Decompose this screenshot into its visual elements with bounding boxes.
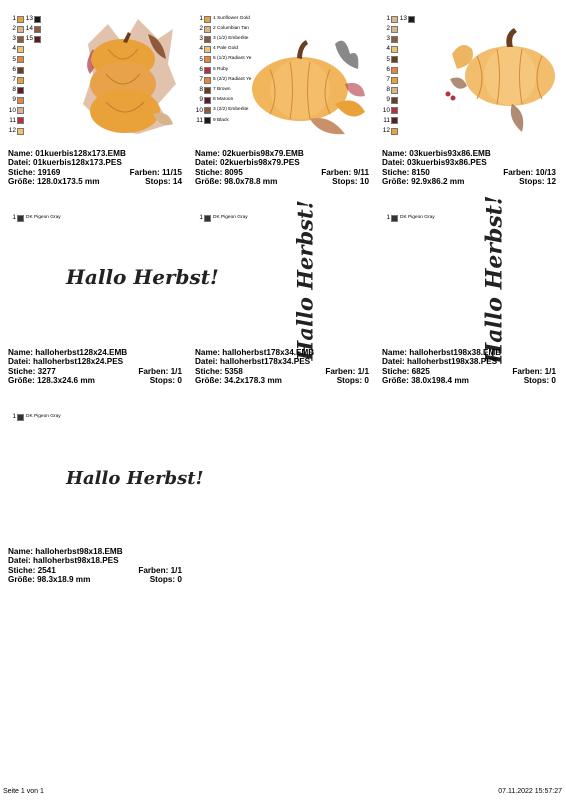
thread-label: DK Pigeon Gray — [26, 413, 61, 419]
color-count: Farben: 1/1 — [138, 565, 182, 575]
design-info — [195, 348, 369, 386]
page-number: Seite 1 von 1 — [3, 788, 44, 795]
thread-label: DK Pigeon Gray — [400, 214, 435, 220]
design-card-3 — [382, 14, 560, 189]
stop-count: Stops: 0 — [149, 376, 182, 386]
color-palette: 1 DK Pigeon Gray — [12, 213, 61, 221]
design-name: Name: 02kuerbis98x79.EMB — [195, 149, 304, 158]
thread-label: 1 Sunflower Gold — [213, 15, 250, 21]
thread-label: DK Pigeon Gray — [26, 214, 61, 220]
thread-label: 6 Ruby — [213, 66, 229, 72]
color-palette: 1 DK Pigeon Gray — [386, 213, 435, 221]
thread-label: 7 Brown — [213, 87, 231, 92]
design-size: Größe: 128.3x24.6 mm — [8, 376, 95, 386]
design-info — [8, 149, 182, 187]
design-file: Datei: 03kuerbis93x86.PES — [382, 158, 487, 168]
stop-count: Stops: 12 — [519, 177, 556, 187]
stitch-count: Stiche: 2541 — [8, 565, 56, 575]
stitch-count: Stiche: 8095 — [195, 167, 243, 177]
design-file: Datei: halloherbst128x24.PES — [8, 357, 124, 367]
thread-label: 2 Columbian Tan — [213, 25, 249, 31]
design-name: Name: halloherbst198x38.EMB — [382, 348, 502, 357]
script-text-vertical-image: Hallo Herbst! — [292, 200, 318, 361]
design-card-5 — [195, 200, 373, 388]
color-count: Farben: 10/13 — [503, 167, 556, 177]
thread-label: 5 (2/2) Radiant Ye — [213, 76, 252, 82]
design-info — [382, 149, 556, 187]
stitch-count: Stiche: 6825 — [382, 366, 430, 376]
thread-label: DK Pigeon Gray — [213, 214, 248, 220]
stop-count: Stops: 10 — [332, 177, 369, 187]
stitch-count: Stiche: 19169 — [8, 167, 61, 177]
design-card-7 — [8, 412, 204, 587]
stop-count: Stops: 0 — [149, 575, 182, 585]
design-size: Größe: 34.2x178.3 mm — [195, 376, 282, 386]
design-info — [8, 547, 182, 585]
design-size: Größe: 98.3x18.9 mm — [8, 575, 91, 585]
design-file: Datei: halloherbst178x34.PES — [195, 357, 311, 367]
stop-count: Stops: 0 — [523, 376, 556, 386]
thread-label: 3 (1/2) Emberlite — [213, 36, 249, 42]
pumpkin-branch-image — [442, 24, 557, 139]
color-palette: 1 DK Pigeon Gray — [199, 213, 248, 221]
stop-count: Stops: 14 — [145, 177, 182, 187]
design-size: Größe: 92.9x86.2 mm — [382, 177, 465, 187]
thread-label: 8 Maroon — [213, 97, 234, 103]
thread-label: 4 Pale Gold — [213, 46, 239, 52]
color-count: Farben: 9/11 — [321, 167, 369, 177]
thread-label: 3 (2/2) Emberlite — [213, 107, 249, 113]
design-size: Größe: 38.0x198.4 mm — [382, 376, 469, 386]
design-file: Datei: halloherbst198x38.PES — [382, 357, 498, 367]
color-palette: 1 13 2 3 4 5 6 7 8 9 10 11 12 — [382, 14, 415, 136]
design-card-2 — [195, 14, 373, 189]
script-text-vertical-image: Hallo Herbst! — [481, 195, 508, 364]
pumpkin-leaves-image — [250, 34, 370, 139]
color-count: Farben: 1/1 — [512, 366, 556, 376]
design-card-1 — [8, 14, 186, 189]
print-timestamp: 07.11.2022 15:57:27 — [498, 788, 562, 795]
design-file: Datei: halloherbst98x18.PES — [8, 556, 119, 566]
color-palette: 1 1 Sunflower Gold 2 2 Columbian Tan 3 3 (1/2) Emberlite 4 4 Pale Gold 5 5 (1/2) Radiant Ye 6 6 Ruby 7 5 (2/2) Radiant Ye 8 7 Brown 9 8 Maroon 10 3 (2/2) Emberlite 11 9 Black — [195, 14, 252, 124]
design-name: Name: 01kuerbis128x173.EMB — [8, 149, 126, 158]
color-palette: 1 DK Pigeon Gray — [12, 412, 61, 420]
pumpkin-stack-image — [78, 14, 178, 144]
stitch-count: Stiche: 8150 — [382, 167, 430, 177]
design-size: Größe: 98.0x78.8 mm — [195, 177, 278, 187]
design-info — [382, 348, 556, 386]
script-text-image: Hallo Herbst! — [66, 468, 204, 489]
design-name: Name: halloherbst178x34.EMB — [195, 348, 315, 357]
color-count: Farben: 1/1 — [325, 366, 369, 376]
stitch-count: Stiche: 3277 — [8, 366, 56, 376]
stitch-count: Stiche: 5358 — [195, 366, 243, 376]
design-info — [8, 348, 182, 386]
color-count: Farben: 1/1 — [138, 366, 182, 376]
design-name: Name: halloherbst98x18.EMB — [8, 547, 123, 556]
thread-label: 5 (1/2) Radiant Ye — [213, 56, 252, 62]
stop-count: Stops: 0 — [336, 376, 369, 386]
thread-label: 9 Black — [213, 117, 229, 123]
design-name: Name: 03kuerbis93x86.EMB — [382, 149, 491, 158]
design-name: Name: halloherbst128x24.EMB — [8, 348, 128, 357]
color-palette: 1 13 2 14 3 15 4 5 6 7 8 9 10 11 12 — [8, 14, 41, 136]
design-file: Datei: 02kuerbis98x79.PES — [195, 158, 300, 168]
design-file: Datei: 01kuerbis128x173.PES — [8, 158, 122, 168]
color-count: Farben: 11/15 — [129, 167, 182, 177]
script-text-image: Hallo Herbst! — [66, 265, 219, 289]
design-size: Größe: 128.0x173.5 mm — [8, 177, 100, 187]
design-info — [195, 149, 369, 187]
design-card-6 — [382, 195, 560, 388]
